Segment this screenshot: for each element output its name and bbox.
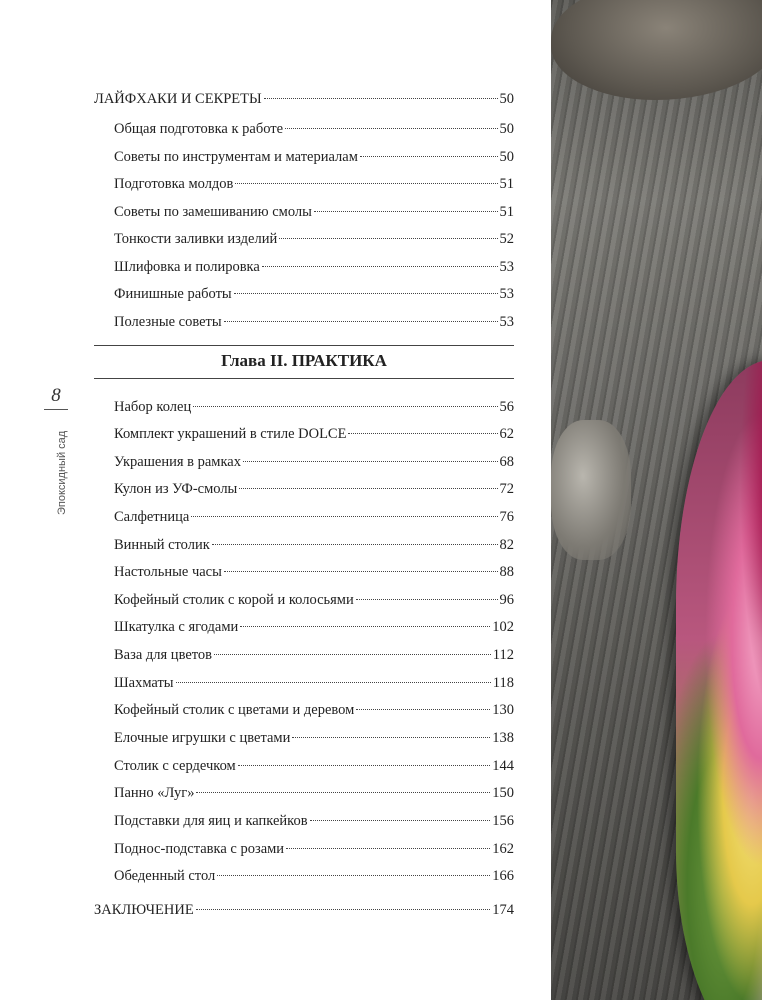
toc-entry-page: 88 — [499, 564, 514, 580]
toc-entry-page: 130 — [492, 702, 514, 718]
toc-section-conclusion[interactable] — [94, 899, 514, 921]
chapter-rule-bottom — [94, 378, 514, 379]
dot-leader — [224, 317, 498, 322]
toc-item[interactable] — [114, 534, 514, 556]
stone-decor — [551, 0, 762, 100]
toc-item[interactable] — [114, 256, 514, 278]
toc-item[interactable] — [114, 755, 514, 777]
toc-item[interactable] — [114, 118, 514, 140]
toc-item[interactable] — [114, 451, 514, 473]
dot-leader — [285, 124, 497, 129]
toc-entry-title: Полезные советы — [114, 314, 222, 330]
toc-entry-page: 76 — [499, 509, 514, 525]
toc-item[interactable] — [114, 589, 514, 611]
toc-section-lifehacks[interactable] — [94, 88, 514, 110]
toc-entry-title: ЗАКЛЮЧЕНИЕ — [94, 902, 194, 918]
toc-entry-title: Панно «Луг» — [114, 785, 195, 801]
chapter-rule-top — [94, 345, 514, 346]
toc-entry-title: Столик с сердечком — [114, 758, 236, 774]
toc-entry-page: 53 — [499, 286, 514, 302]
toc-entry-page: 166 — [492, 868, 514, 884]
toc-entry-title: Поднос-подставка с розами — [114, 841, 285, 857]
dot-leader — [196, 788, 490, 793]
toc-item[interactable] — [114, 201, 514, 223]
toc-item[interactable] — [114, 146, 514, 168]
toc-entry-page: 53 — [499, 259, 514, 275]
toc-item[interactable] — [114, 561, 514, 583]
toc-item[interactable] — [114, 506, 514, 528]
toc-item[interactable] — [114, 423, 514, 445]
dot-leader — [196, 905, 491, 910]
stone-shadow — [551, 420, 631, 560]
dot-leader — [360, 152, 498, 157]
toc-entry-page: 150 — [492, 785, 514, 801]
toc-entry-page: 50 — [499, 121, 514, 137]
toc-entry-page: 112 — [492, 647, 514, 663]
toc-item[interactable] — [114, 616, 514, 638]
toc-entry-page: 62 — [499, 426, 514, 442]
page-number: 8 — [51, 385, 61, 406]
toc-item[interactable] — [114, 782, 514, 804]
dot-leader — [193, 402, 497, 407]
dot-leader — [238, 761, 491, 766]
toc-entry-title: Советы по замешиванию смолы — [114, 204, 312, 220]
toc-entry-title: Обеденный стол — [114, 868, 216, 884]
dot-leader — [292, 733, 490, 738]
toc-entry-page: 174 — [492, 902, 514, 918]
toc-entry-title: Шахматы — [114, 675, 174, 691]
toc-entry-title: Финишные работы — [114, 286, 232, 302]
toc-item[interactable] — [114, 311, 514, 333]
toc-item[interactable] — [114, 810, 514, 832]
toc-entry-page: 51 — [499, 176, 514, 192]
sidebar-rule — [44, 409, 68, 410]
toc-item[interactable] — [114, 228, 514, 250]
dot-leader — [356, 595, 498, 600]
toc-item[interactable] — [114, 173, 514, 195]
toc-entry-title: Кофейный столик с цветами и деревом — [114, 702, 355, 718]
dot-leader — [314, 207, 498, 212]
toc-item[interactable] — [114, 283, 514, 305]
dot-leader — [239, 484, 497, 489]
toc-entry-page: 56 — [499, 399, 514, 415]
toc-entry-title: Шлифовка и полировка — [114, 259, 260, 275]
toc-entry-title: Подготовка молдов — [114, 176, 234, 192]
dot-leader — [234, 289, 498, 294]
dot-leader — [224, 567, 498, 572]
toc-entry-page: 52 — [499, 231, 514, 247]
toc-entry-title: Настольные часы — [114, 564, 222, 580]
toc-item[interactable] — [114, 699, 514, 721]
toc-entry-page: 156 — [492, 813, 514, 829]
cover-photo — [551, 0, 762, 1000]
toc-entry-title: Комплект украшений в стиле DOLCE — [114, 426, 347, 442]
dot-leader — [356, 705, 490, 710]
toc-entry-title: Украшения в рамках — [114, 454, 241, 470]
dot-leader — [279, 234, 497, 239]
toc-entry-title: Ваза для цветов — [114, 647, 213, 663]
toc-item[interactable] — [114, 478, 514, 500]
dot-leader — [286, 844, 490, 849]
toc-item[interactable] — [114, 396, 514, 418]
toc-entry-title: Салфетница — [114, 509, 190, 525]
page-sidebar — [38, 385, 74, 515]
dot-leader — [264, 94, 498, 99]
dot-leader — [310, 816, 491, 821]
toc-entry-title: Подставки для яиц и капкейков — [114, 813, 308, 829]
toc-entry-title: Общая подготовка к работе — [114, 121, 284, 137]
dot-leader — [262, 262, 498, 267]
toc-entry-page: 144 — [492, 758, 514, 774]
dot-leader — [243, 457, 498, 462]
dot-leader — [176, 678, 491, 683]
toc-entry-page: 162 — [492, 841, 514, 857]
toc-entry-page: 50 — [499, 91, 514, 107]
toc-entry-page: 51 — [499, 204, 514, 220]
running-head: Эпоксидный сад — [56, 430, 68, 515]
dot-leader — [240, 622, 490, 627]
toc-entry-page: 102 — [492, 619, 514, 635]
toc-entry-title: Кулон из УФ-смолы — [114, 481, 238, 497]
toc-item[interactable] — [114, 672, 514, 694]
dot-leader — [217, 871, 490, 876]
toc-entry-page: 118 — [492, 675, 514, 691]
toc-entry-title: Кофейный столик с корой и колосьями — [114, 592, 354, 608]
dot-leader — [191, 512, 497, 517]
toc-entry-page: 138 — [492, 730, 514, 746]
toc-entry-title: Набор колец — [114, 399, 192, 415]
toc-entry-title: Советы по инструментам и материалам — [114, 149, 358, 165]
dot-leader — [214, 650, 491, 655]
dot-leader — [212, 540, 498, 545]
toc-entry-page: 53 — [499, 314, 514, 330]
toc-item[interactable] — [114, 644, 514, 666]
toc-entry-page: 82 — [499, 537, 514, 553]
toc-item[interactable] — [114, 865, 514, 887]
toc-entry-title: Винный столик — [114, 537, 210, 553]
toc-item[interactable] — [114, 727, 514, 749]
toc-entry-page: 72 — [499, 481, 514, 497]
toc-entry-title: Шкатулка с ягодами — [114, 619, 239, 635]
toc-entry-title: Тонкости заливки изделий — [114, 231, 278, 247]
chapter-heading: Глава II. ПРАКТИКА — [221, 351, 387, 370]
resin-flower-object — [676, 360, 762, 1000]
toc-entry-page: 96 — [499, 592, 514, 608]
dot-leader — [348, 429, 497, 434]
toc-item[interactable] — [114, 838, 514, 860]
toc-entry-page: 68 — [499, 454, 514, 470]
dot-leader — [235, 179, 497, 184]
toc-entry-page: 50 — [499, 149, 514, 165]
toc-entry-title: ЛАЙФХАКИ И СЕКРЕТЫ — [94, 91, 262, 107]
toc-entry-title: Елочные игрушки с цветами — [114, 730, 291, 746]
